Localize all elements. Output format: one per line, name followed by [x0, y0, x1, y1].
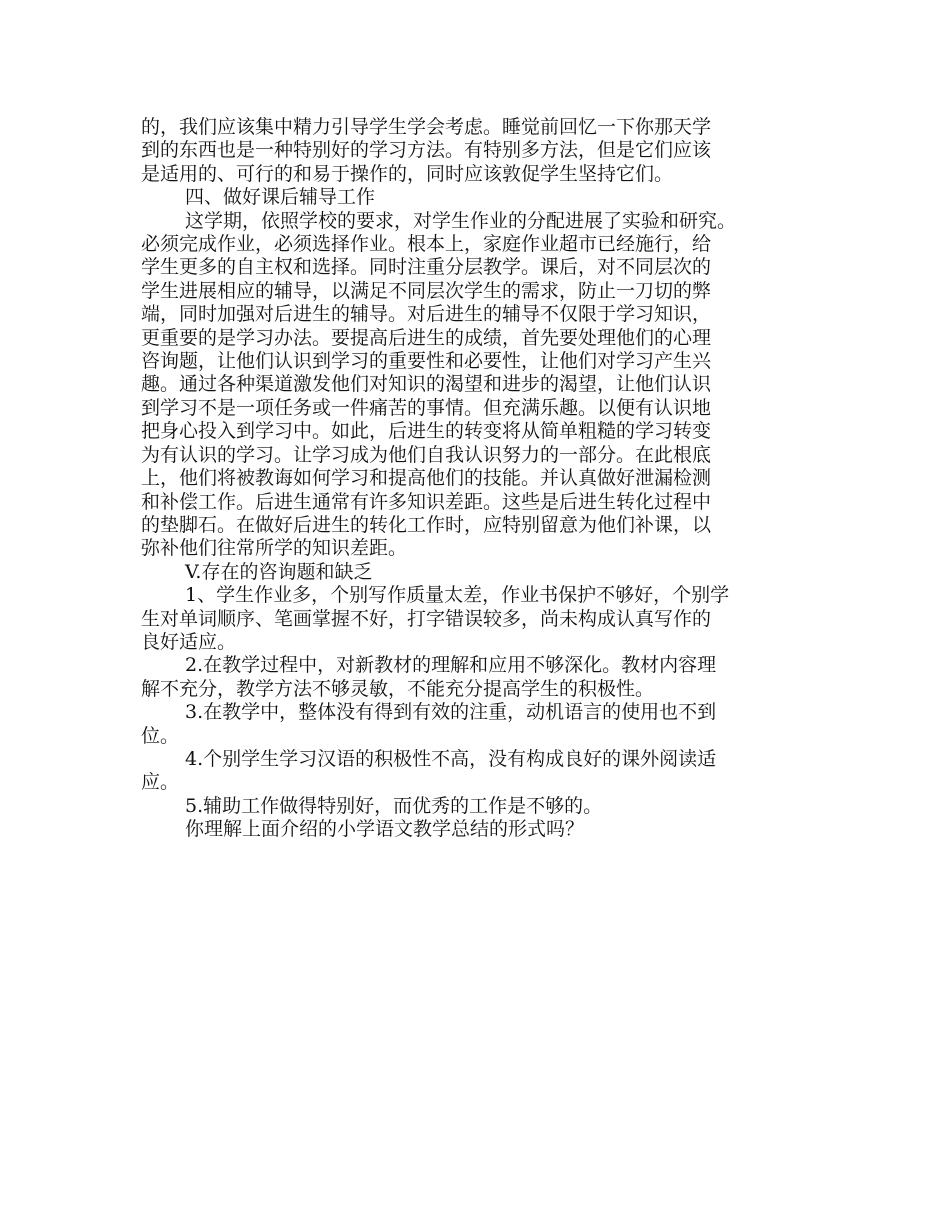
text-line: 1、学生作业多，个别写作质量太差，作业书保护不够好，个别学: [185, 584, 730, 607]
text-line: 你理解上面介绍的小学语文教学总结的形式吗？: [185, 818, 585, 841]
text-line: 这学期，依照学校的要求，对学生作业的分配进展了实验和研究。: [185, 209, 737, 232]
text-line: 和补偿工作。后进生通常有许多知识差距。这些是后进生转化过程中: [141, 490, 712, 513]
text-line: 的，我们应该集中精力引导学生学会考虑。睡觉前回忆一下你那天学: [141, 116, 712, 138]
text-line: 趣。通过各种渠道激发他们对知识的渴望和进步的渴望，让他们认识: [141, 373, 712, 396]
text-line: 3.在教学中，整体没有得到有效的注重，动机语言的使用也不到: [185, 701, 717, 724]
section-heading-problems: [141, 561, 811, 584]
text-line: 咨询题，让他们认识到学习的重要性和必要性，让他们对学习产生兴: [141, 350, 712, 373]
document-body: [141, 116, 811, 842]
heading-line: V.存在的咨询题和缺乏: [185, 560, 373, 583]
text-line: 把身心投入到学习中。如此，后进生的转变将从简单粗糙的学习转变: [141, 420, 712, 443]
text-line: 的垫脚石。在做好后进生的转化工作时，应特别留意为他们补课，以: [141, 513, 712, 536]
text-line: 位。: [141, 724, 180, 747]
text-line: 良好适应。: [141, 630, 237, 653]
text-line: 必须完成作业，必须选择作业。根本上，家庭作业超市已经施行，给: [141, 233, 712, 256]
text-line: 到学习不是一项任务或一件痛苦的事情。但充满乐趣。以便有认识地: [141, 396, 712, 419]
text-line: 端，同时加强对后进生的辅导。对后进生的辅导不仅限于学习知识，: [141, 303, 712, 326]
paragraph-intro-continuation: [141, 116, 811, 186]
text-line: 上，他们将被教诲如何学习和提高他们的技能。并认真做好泄漏检测: [141, 467, 712, 490]
heading-line: 四、做好课后辅导工作: [185, 186, 376, 209]
paragraph-tutoring: [141, 210, 811, 561]
text-line: 更重要的是学习办法。要提高后进生的成绩，首先要处理他们的心理: [141, 326, 712, 349]
text-line: 生对单词顺序、笔画掌握不好，打字错误较多，尚未构成认真写作的: [141, 607, 712, 630]
text-line: 2.在教学过程中，对新教材的理解和应用不够深化。教材内容理: [185, 654, 717, 677]
paragraph-problem-5: [141, 795, 811, 818]
paragraph-problem-1: [141, 584, 811, 654]
text-line: 4.个别学生学习汉语的积极性不高，没有构成良好的课外阅读适: [185, 747, 717, 770]
paragraph-problem-4: [141, 748, 811, 795]
text-line: 学生进展相应的辅导，以满足不同层次学生的需求，防止一刀切的弊: [141, 279, 712, 302]
text-line: 弥补他们往常所学的知识差距。: [141, 537, 408, 560]
text-line: 解不充分，教学方法不够灵敏，不能充分提高学生的积极性。: [141, 677, 655, 700]
text-line: 学生更多的自主权和选择。同时注重分层教学。课后，对不同层次的: [141, 256, 712, 279]
paragraph-problem-2: [141, 654, 811, 701]
paragraph-problem-3: [141, 701, 811, 748]
text-line: 为有认识的学习。让学习成为他们自我认识努力的一部分。在此根底: [141, 443, 712, 466]
text-line: 到的东西也是一种特别好的学习方法。有特别多方法，但是它们应该: [141, 139, 712, 162]
text-line: 应。: [141, 771, 180, 794]
text-line: 是适用的、可行的和易于操作的，同时应该敦促学生坚持它们。: [141, 162, 674, 185]
paragraph-closing-question: [141, 818, 811, 841]
text-line: 5.辅助工作做得特别好，而优秀的工作是不够的。: [185, 794, 603, 817]
section-heading-tutoring: [141, 186, 811, 209]
